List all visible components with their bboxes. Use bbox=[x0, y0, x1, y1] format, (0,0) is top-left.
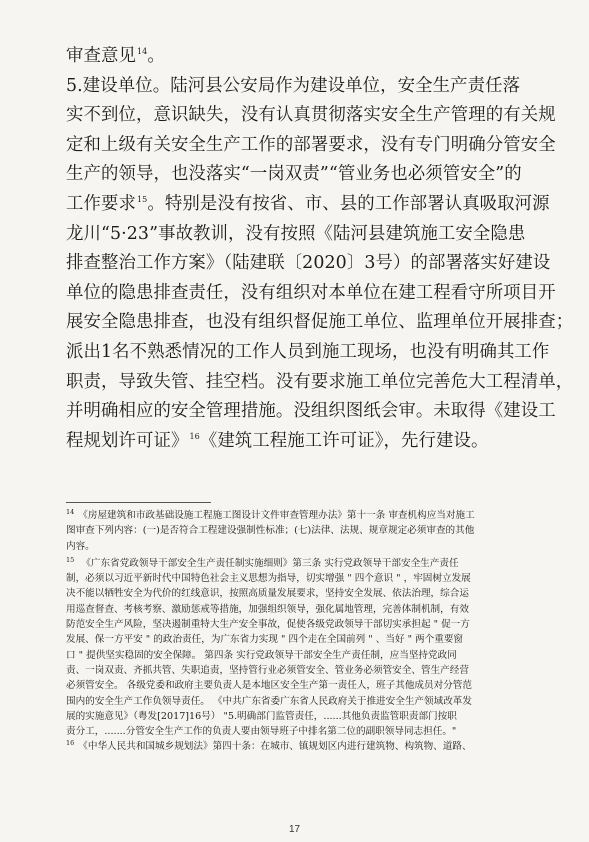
body-line bbox=[66, 190, 550, 220]
footnote-line bbox=[66, 694, 536, 709]
body-line bbox=[66, 308, 574, 338]
body-line-text: 实不到位，意识缺失，没有认真贯彻落实安全生产管理的有关规 bbox=[66, 105, 556, 126]
footnote-text: 《广东省党政领导干部安全生产责任制实施细则》第三条 实行党政领导干部安全生产责任 bbox=[78, 557, 459, 569]
body-line bbox=[66, 427, 532, 457]
footnote-line bbox=[66, 617, 536, 632]
body-line bbox=[66, 338, 550, 368]
footnote-text: 展的实施意见》（粤发[2017]16号） "5.明确部门监管责任，......其他负责监管职责部门按职 bbox=[66, 710, 457, 722]
body-line bbox=[66, 131, 556, 161]
footnote-ref: 14 bbox=[136, 47, 148, 57]
footnote-line bbox=[66, 709, 536, 724]
body-line bbox=[66, 368, 574, 398]
body-line-tail: 。 bbox=[147, 46, 165, 66]
footnote-text: 防范安全生产风险，坚决遏制重特大生产安全事故，促使各级党政领导干部切实承担起 " 促一方 bbox=[66, 619, 470, 631]
body-line-text: 生产的领导，也没落实“一岗双责”“管业务也必须管安全”的 bbox=[66, 164, 522, 185]
footnote-text: 围内的安全生产工作负领导责任。 《中共广东省委广东省人民政府关于推进安全生产领域改革发 bbox=[66, 695, 472, 707]
body-line-text: 龙川“5·23”事故教训，没有按照《陆河县建筑施工安全隐患 bbox=[66, 223, 526, 244]
footnote-line bbox=[66, 663, 536, 678]
footnote-text: 口 " 提供坚实稳固的安全保障。 第四条 实行党政领导干部安全生产责任制，应当坚持党政同 bbox=[66, 649, 457, 661]
footnote-line bbox=[66, 678, 536, 693]
body-line-text: 职责，导致失管、挂空档。没有要求施工单位完善危大工程清单， bbox=[66, 371, 574, 392]
footnote-number: 16 bbox=[66, 739, 75, 748]
body-line bbox=[66, 101, 556, 131]
footnote-text: 发展、保一方平安 " 的政治责任，为广东省力实现 " 四个走在全国前列 " 、当好 " 两个重要窗 bbox=[66, 634, 464, 646]
footnote-text: 内容。 bbox=[66, 540, 95, 552]
body-line-text: 单位的隐患排查责任，没有组织对本单位在建工程看守所项目开 bbox=[66, 282, 556, 303]
footnote-line bbox=[66, 523, 536, 538]
footnote-line bbox=[66, 508, 536, 523]
footnote-text: 制，必须以习近平新时代中国特色社会主义思想为指导，切实增强 " 四个意识 " ，牢固树立发展 bbox=[66, 573, 471, 585]
footnote-line bbox=[66, 739, 536, 754]
body-line-text: 展安全隐患排查，也没有组织督促施工单位、监理单位开展排查； bbox=[66, 312, 574, 333]
footnote-line bbox=[66, 586, 536, 601]
body-line-tail: 。特别是没有按省、市、县的工作部署认真吸取河源 bbox=[147, 193, 550, 214]
body-line-text: 审查意见 bbox=[66, 46, 136, 66]
footnote-line bbox=[66, 648, 536, 663]
body-line bbox=[66, 42, 532, 72]
page-number: 17 bbox=[288, 824, 301, 835]
body-line-text: 并明确相应的安全管理措施。没组织图纸会审。未取得《建设工 bbox=[66, 401, 556, 422]
footnote-text: 用巡查督查、考核考察、激励惩戒等措施，加强组织领导，强化属地管理，完善体制机制，有效 bbox=[66, 603, 469, 615]
footnote-number: 14 bbox=[66, 507, 75, 516]
body-line bbox=[66, 160, 532, 190]
footnote-text: 责分工，.......分管安全生产工作的负责人要由领导班子中排名第二位的副职领导同志担任。" bbox=[66, 726, 457, 738]
footnote-ref: 16 bbox=[189, 431, 200, 441]
body-line bbox=[66, 72, 532, 102]
body-line bbox=[66, 220, 532, 250]
footnote-line bbox=[66, 539, 536, 554]
body-text bbox=[66, 42, 574, 456]
footnote-text: 《房屋建筑和市政基础设施工程施工图设计文件审查管理办法》第十一条 审查机构应当对施工 bbox=[78, 510, 475, 521]
body-line bbox=[66, 397, 556, 427]
body-line-text: 程规划许可证》 bbox=[66, 430, 189, 451]
body-line-text: 派出1名不熟悉情况的工作人员到施工现场，也没有明确其工作 bbox=[66, 341, 550, 362]
body-line-text: 5.建设单位。陆河县公安局作为建设单位，安全生产责任落 bbox=[66, 75, 521, 96]
footnote-text: 责、一岗双责、齐抓共管、失职追责，坚持管行业必须管安全、管业务必须管安全、管生产经营 bbox=[66, 664, 469, 676]
footnote-line bbox=[66, 602, 536, 617]
footnotes bbox=[66, 508, 536, 755]
footnote-line bbox=[66, 571, 536, 586]
footnote-line bbox=[66, 556, 536, 571]
body-line-text: 工作要求 bbox=[66, 193, 136, 214]
footnote-text: 图审查下列内容：(一)是否符合工程建设强制性标准；(七)法律、法规、规章规定必须审查的其他 bbox=[66, 525, 475, 537]
body-line-text: 排查整治工作方案》（陆建联〔2020〕3号）的部署落实好建设 bbox=[66, 253, 551, 274]
body-line bbox=[66, 249, 551, 279]
body-line-tail: 《建筑工程施工许可证》，先行建设。 bbox=[199, 430, 489, 451]
footnote-text: 《中华人民共和国城乡规划法》第四十条：在城市、镇规划区内进行建筑物、构筑物、道路、 bbox=[78, 741, 472, 753]
footnote-number: 15 bbox=[66, 555, 75, 564]
footnote-line bbox=[66, 632, 536, 647]
footnote-line bbox=[66, 724, 536, 739]
body-line-text: 定和上级有关安全生产工作的部署要求，没有专门明确分管安全 bbox=[66, 134, 556, 155]
footnote-separator bbox=[66, 502, 211, 503]
body-line bbox=[66, 279, 556, 309]
footnote-text: 决不能以牺牲安全为代价的红线意识，按照高质量发展要求，坚持安全发展、依法治理，综合运 bbox=[66, 588, 469, 600]
footnote-text: 必须管安全。 各级党委和政府主要负责人是本地区安全生产第一责任人，班子其他成员对分管范 bbox=[66, 680, 472, 692]
footnote-ref: 15 bbox=[136, 195, 148, 205]
